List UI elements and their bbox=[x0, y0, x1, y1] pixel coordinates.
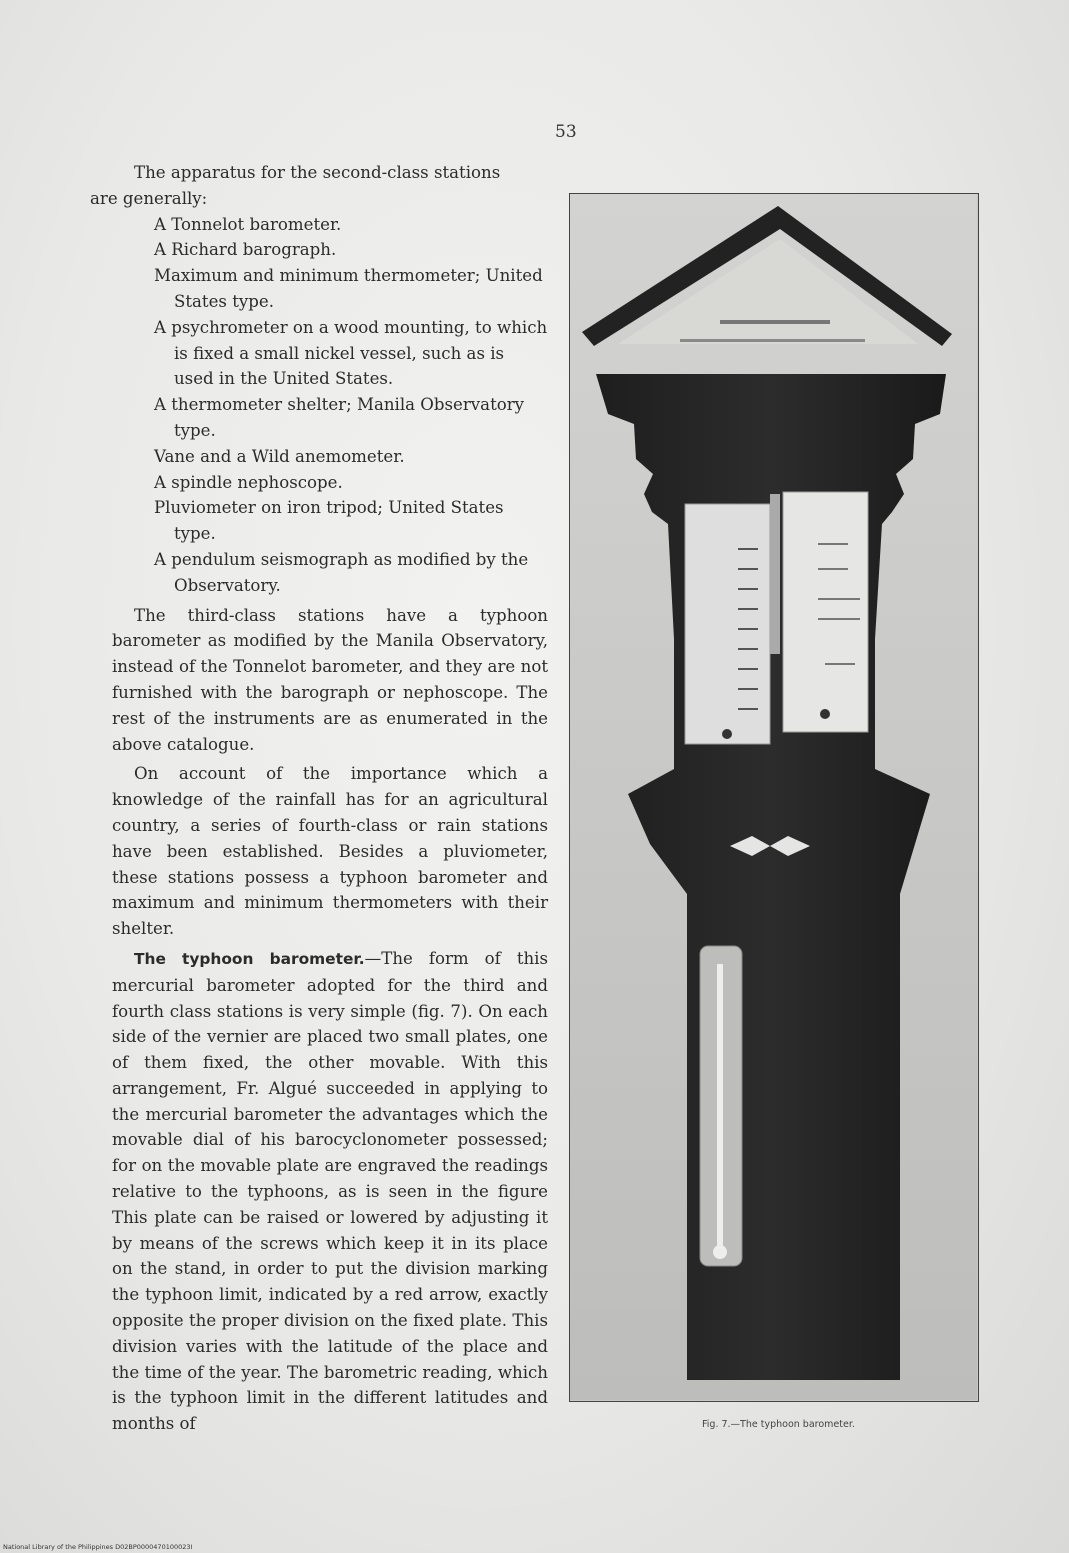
intro-line-2: are generally: bbox=[90, 188, 208, 208]
list-item: A Tonnelot barometer. bbox=[154, 214, 342, 234]
mercury-column bbox=[770, 494, 780, 654]
apparatus-list bbox=[112, 212, 548, 599]
figure-caption: Fig. 7.—The typhoon barometer. bbox=[702, 1419, 855, 1430]
footer-credit: National Library of the Philippines D02BP0000470100023I bbox=[3, 1543, 193, 1551]
movable-scale-plate bbox=[783, 492, 868, 732]
list-item: A psychrometer on a wood mounting, to which is fixed a small nickel vessel, such as is used in the United States. bbox=[154, 317, 548, 389]
barometer-photo bbox=[569, 193, 979, 1402]
list-item: A Richard barograph. bbox=[154, 240, 337, 260]
list-item: Maximum and minimum thermometer; United States type. bbox=[154, 266, 543, 311]
typhoon-barometer-illustration bbox=[570, 194, 977, 1400]
fourth-class-paragraph: On account of the importance which a knowledge of the rainfall has for an agricultural country, a series of fourth-class or rain stations have been established. Besides a pluviometer, these stations possess a typhoon barometer and maximum and minimum thermometers with their shelter. bbox=[112, 764, 548, 939]
intro-paragraph bbox=[90, 160, 548, 212]
main-text-column bbox=[90, 160, 548, 1437]
list-item: A thermometer shelter; Manila Observatory type. bbox=[154, 395, 525, 440]
list-item: Vane and a Wild anemometer. bbox=[154, 446, 405, 466]
intro-line-1: The apparatus for the second-class stations bbox=[134, 163, 501, 182]
third-class-paragraph: The third-class stations have a typhoon barometer as modified by the Manila Observatory, instead of the Tonnelot barometer, and they are not furnished with the barograph or nephoscope. The rest of the instruments are as enumerated in the above catalogue. bbox=[112, 605, 548, 754]
typhoon-barometer-body: —The form of this mercurial barometer adopted for the third and fourth class stations is very simple (fig. 7). On each side of the vernier are placed two small plates, one of them fixed, the other movable. With this arrangement, Fr. Algué succeeded in applying to the mercurial barometer the advantages which the movable dial of his barocyclonometer possessed; for on the movable plate are engraved the readings relative to the typhoons, as is seen in the figure This plate can be raised or lowered by adjusting it by means of the screws which keep it in its place on the stand, in order to put the division marking the typhoon limit, indicated by a red arrow, exactly opposite the proper division on the fixed plate. This division varies with the latitude of the place and the time of the year. The barometric reading, which is the typhoon limit in the different latitudes and months of bbox=[112, 948, 548, 1434]
list-item: A spindle nephoscope. bbox=[154, 472, 343, 492]
page-number: 53 bbox=[555, 122, 577, 142]
list-item: A pendulum seismograph as modified by the Observatory. bbox=[154, 549, 529, 595]
list-item: Pluviometer on iron tripod; United States type. bbox=[154, 498, 504, 544]
section-heading: The typhoon barometer. bbox=[134, 949, 365, 968]
typhoon-barometer-paragraph bbox=[112, 946, 548, 1437]
